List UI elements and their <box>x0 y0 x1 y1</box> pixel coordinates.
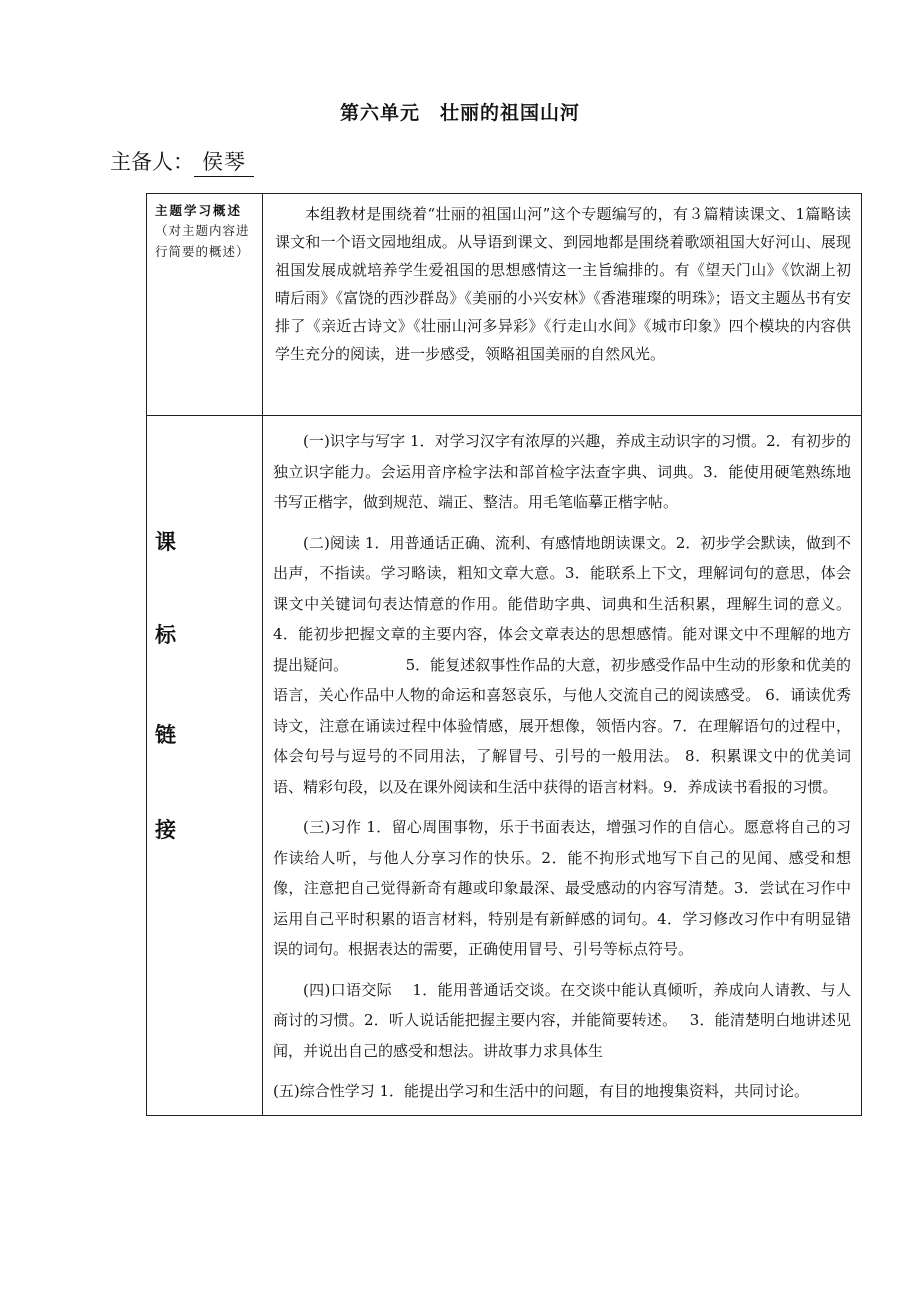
preparer-line <box>110 148 254 177</box>
standards-label-char: 标 <box>155 623 176 647</box>
standards-paragraph-writing: (三)习作 1．留心周围事物，乐于书面表达，增强习作的自信心。愿意将自己的习作读给人听，与他人分享习作的快乐。2．能不拘形式地写下自己的见闻、感受和想像，注意把自己觉得新奇有趣或印象最深、最受感动的内容写清楚。3．尝试在习作中运用自己平时积累的语言材料，特别是有新鲜感的词句。4．学习修改习作中有明显错误的词句。根据表达的需要，正确使用冒号、引号等标点符号。 <box>273 818 851 958</box>
preparer-label: 主备人： <box>110 150 194 174</box>
standards-label-char: 链 <box>155 723 176 747</box>
unit-table <box>146 193 862 1116</box>
standards-text-cell <box>263 416 862 1116</box>
overview-heading: 主题学习概述 <box>155 203 243 218</box>
standards-paragraph-oral: (四)口语交际 1．能用普通话交谈。在交谈中能认真倾听，养成向人请教、与人商讨的习惯。2．听人说话能把握主要内容，并能简要转述。 3．能清楚明白地讲述见闻，并说出自己的感受和想法。讲故事力求具体生 <box>273 980 851 1060</box>
preparer-name: 侯琴 <box>194 148 254 177</box>
standards-label-char: 课 <box>155 530 176 554</box>
overview-row <box>147 194 862 416</box>
standards-label-cell <box>147 416 263 1116</box>
overview-label-cell <box>147 194 263 416</box>
standards-label-char: 接 <box>155 818 176 842</box>
overview-subheading: （对主题内容进行简要的概述） <box>155 223 250 259</box>
page-title: 第六单元 壮丽的祖国山河 <box>339 102 580 124</box>
standards-paragraph-integrated: (五)综合性学习 1．能提出学习和生活中的问题，有目的地搜集资料，共同讨论。 <box>273 1082 810 1100</box>
standards-paragraph-reading: (二)阅读 1．用普通话正确、流利、有感情地朗读课文。2．初步学会默读，做到不出声，不指读。学习略读，粗知文章大意。3．能联系上下文，理解词句的意思，体会课文中关键词句表达情意的作用。能借助字典、词典和生活积累，理解生词的意义。4．能初步把握文章的主要内容，体会文章表达的思想感情。能对课文中不理解的地方提出疑问。 5．能复述叙事性作品的大意，初步感受作品中生动的形象和优美的语言，关心作品中人物的命运和喜怒哀乐，与他人交流自己的阅读感受。 6．诵读优秀诗文，注意在诵读过程中体验情感，展开想像，领悟内容。7．在理解语句的过程中，体会句号与逗号的不同用法，了解冒号、引号的一般用法。 8．积累课文中的优美词语、精彩句段，以及在课外阅读和生活中获得的语言材料。9．养成读书看报的习惯。 <box>273 533 851 796</box>
overview-text: 本组教材是围绕着“壮丽的祖国山河”这个专题编写的，有３篇精读课文、1篇略读课文和一个语文园地组成。从导语到课文、到园地都是围绕着歌颂祖国大好河山、展现祖国发展成就培养学生爱祖国的思想感情这一主旨编排的。有《望天门山》《饮湖上初晴后雨》《富饶的西沙群岛》《美丽的小兴安林》《香港璀璨的明珠》；语文主题丛书有安排了《亲近古诗文》《壮丽山河多异彩》《行走山水间》《城市印象》四个模块的内容供学生充分的阅读，进一步感受，领略祖国美丽的自然风光。 <box>263 194 862 416</box>
standards-paragraph-literacy: (一)识字与写字 1．对学习汉字有浓厚的兴趣，养成主动识字的习惯。2．有初步的独立识字能力。会运用音序检字法和部首检字法查字典、词典。3．能使用硬笔熟练地书写正楷字，做到规范、端正、整洁。用毛笔临摹正楷字帖。 <box>273 432 851 511</box>
standards-row <box>147 416 862 1116</box>
